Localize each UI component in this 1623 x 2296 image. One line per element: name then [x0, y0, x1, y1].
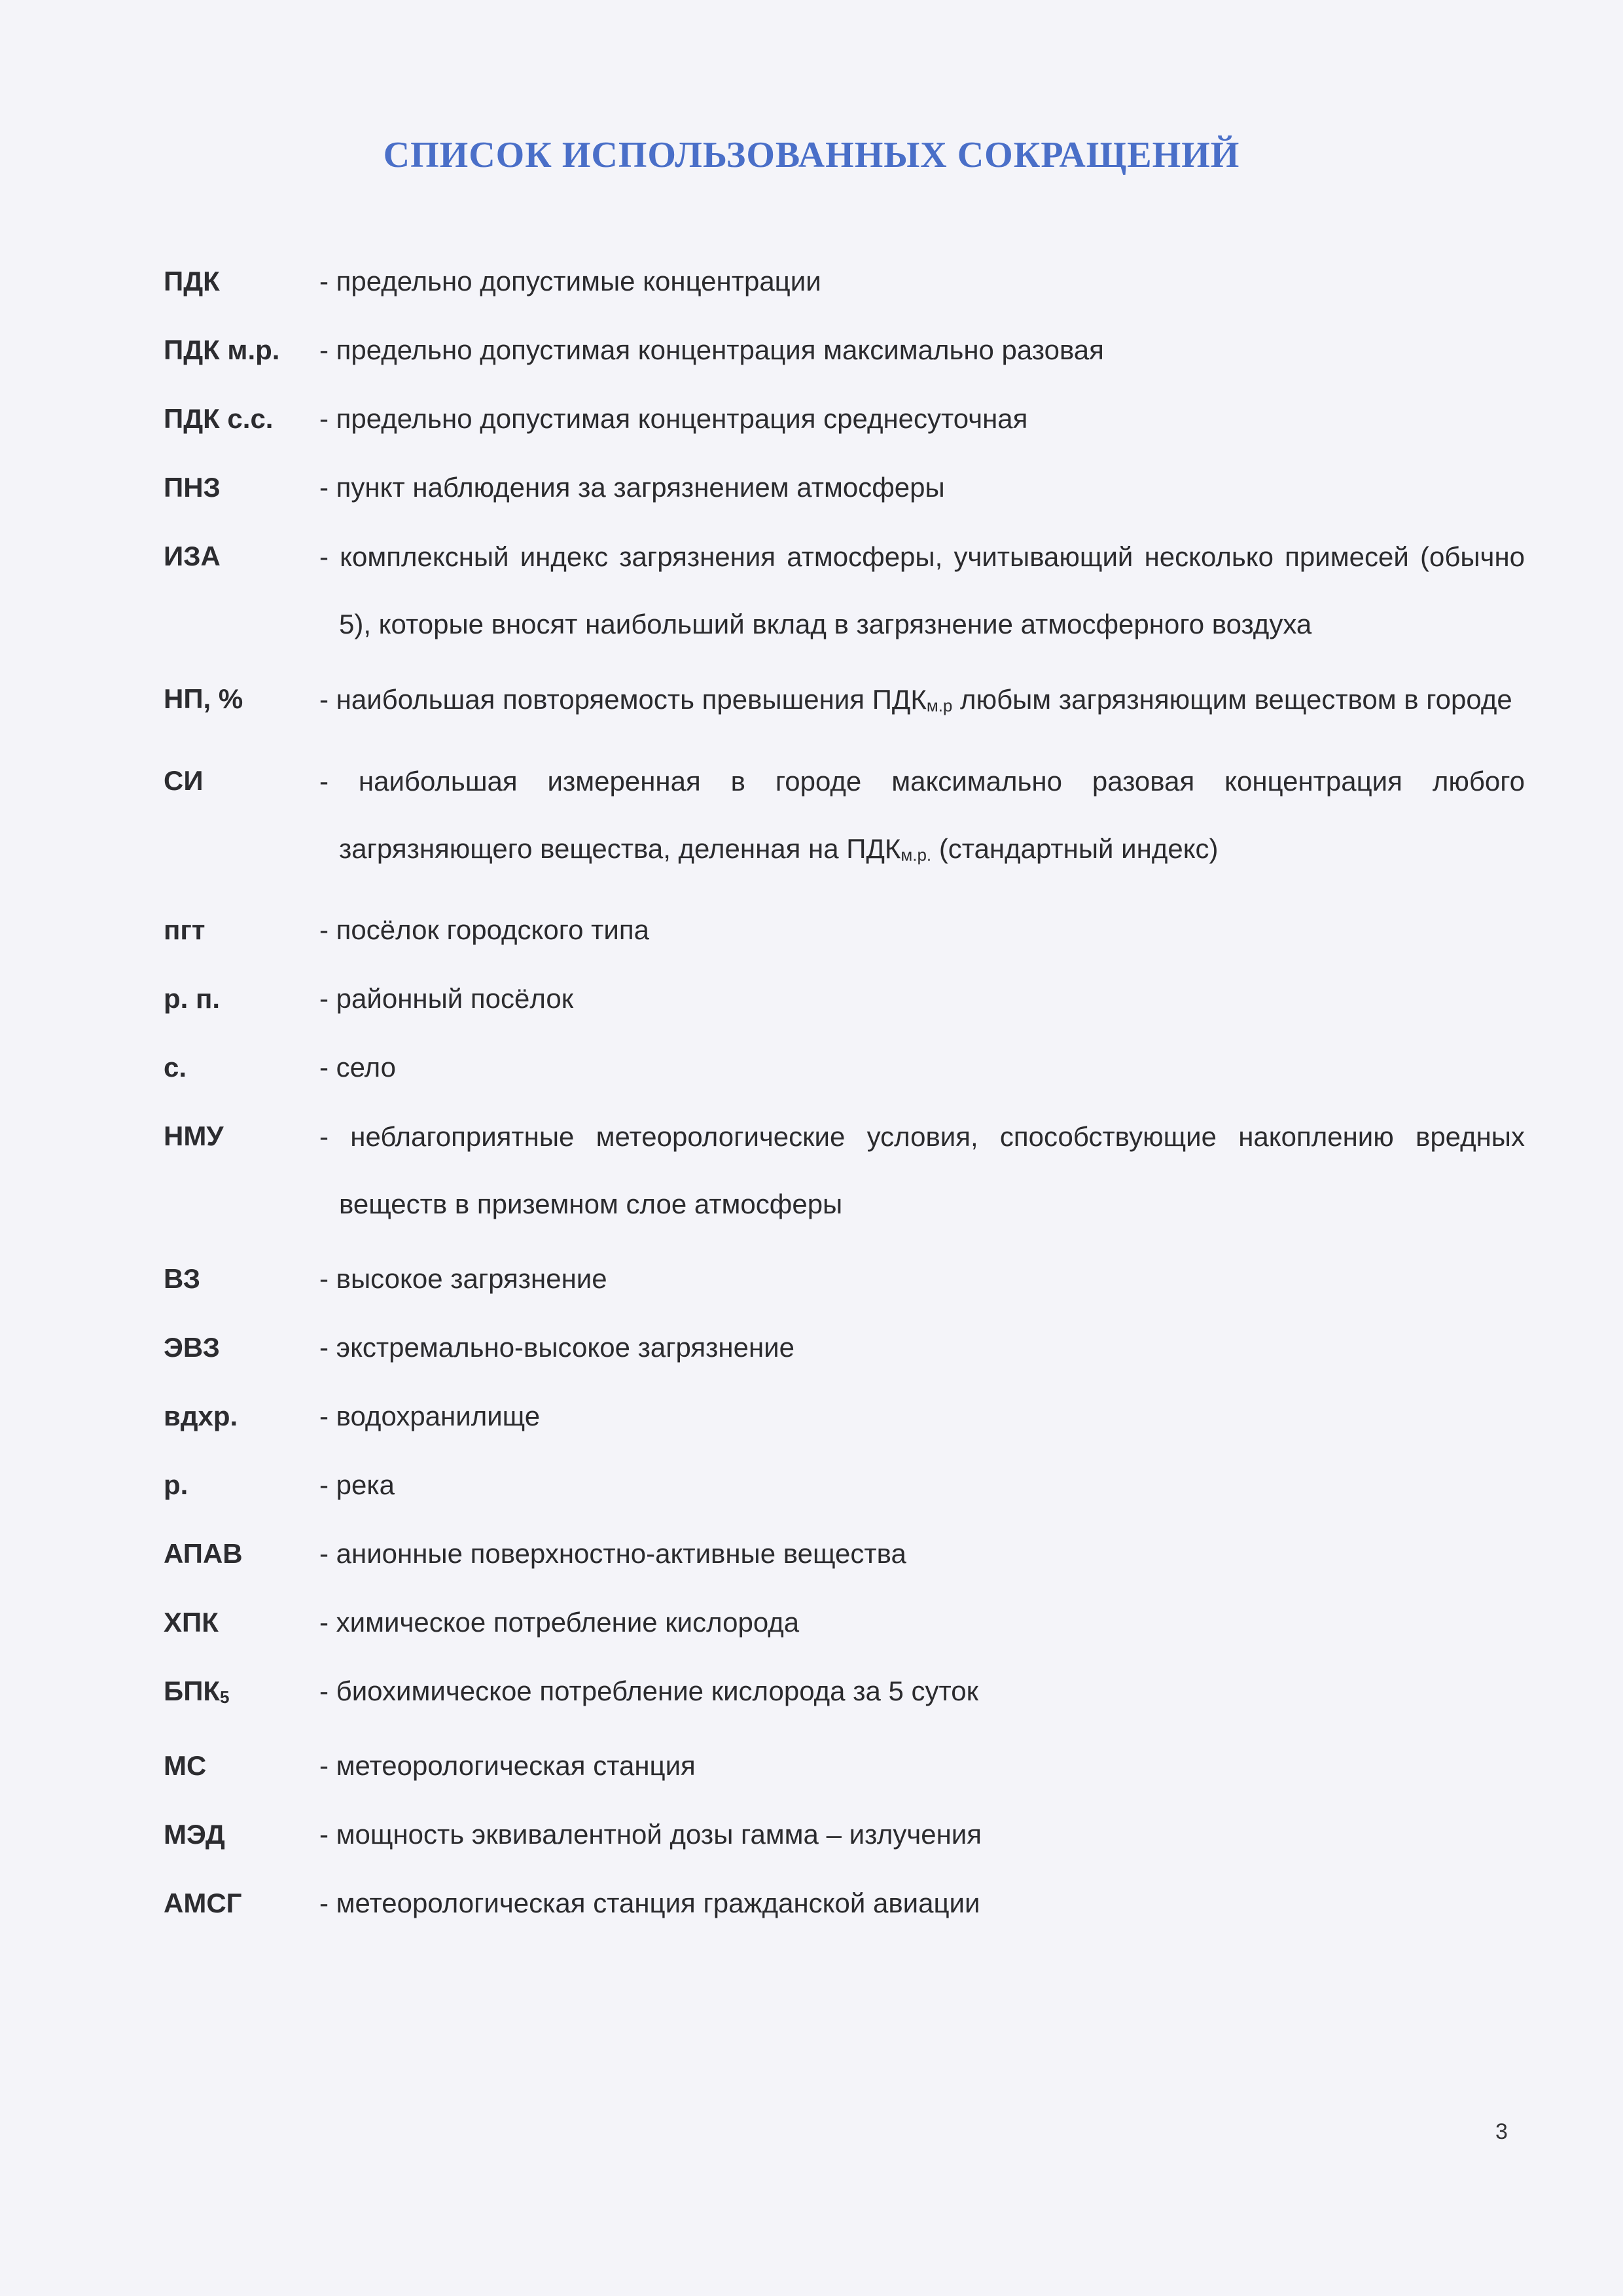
abbreviation-term: НМУ: [164, 1121, 224, 1151]
abbreviation-definition: - село: [319, 1052, 396, 1083]
definition-subscript: м.р: [926, 696, 953, 715]
definition-text: (стандартный индекс): [931, 833, 1219, 864]
abbreviation-definition: - анионные поверхностно-активные вещества: [319, 1538, 906, 1569]
list-item: [164, 1251, 1525, 1306]
abbreviation-term: вдхр.: [164, 1401, 238, 1431]
abbreviation-definition: - биохимическое потребление кислорода за 5 суток: [319, 1676, 979, 1706]
list-item: [164, 1040, 1525, 1095]
list-item: [164, 971, 1525, 1026]
abbreviation-definition: - река: [319, 1469, 395, 1500]
list-item: [164, 460, 1525, 515]
abbreviation-term: ПДК: [164, 266, 220, 296]
abbreviation-term: ИЗА: [164, 541, 221, 571]
abbreviation-term: ВЗ: [164, 1263, 201, 1294]
abbreviation-list: [164, 254, 1525, 1945]
abbreviation-term: СИ: [164, 765, 204, 796]
abbreviation-term: р.: [164, 1469, 188, 1500]
list-item: [164, 529, 1525, 658]
abbreviation-term: пгт: [164, 914, 205, 945]
abbreviation-definition: - высокое загрязнение: [319, 1263, 607, 1294]
list-item: [164, 1664, 1525, 1725]
abbreviation-definition: - экстремально-высокое загрязнение: [319, 1332, 794, 1363]
list-item: [164, 1595, 1525, 1650]
abbreviation-definition: - предельно допустимая концентрация максимально разовая: [319, 334, 1104, 365]
abbreviation-definition: - посёлок городского типа: [319, 914, 649, 945]
list-item: [164, 672, 1525, 740]
abbreviation-term: ПДК с.с.: [164, 403, 274, 434]
abbreviation-definition: - мощность эквивалентной дозы гамма – излучения: [319, 1819, 982, 1850]
abbreviation-term: с.: [164, 1052, 187, 1083]
abbreviation-definition: [319, 666, 1525, 740]
abbreviation-definition: - районный посёлок: [319, 983, 574, 1014]
abbreviation-definition: - водохранилище: [319, 1401, 541, 1431]
list-item: [164, 903, 1525, 958]
page-number: 3: [1495, 2119, 1508, 2144]
abbreviation-definition: - метеорологическая станция: [319, 1750, 696, 1781]
list-item: [164, 1876, 1525, 1931]
definition-subscript: м.р.: [901, 845, 932, 865]
abbreviation-term: ХПК: [164, 1607, 219, 1638]
abbreviation-term: АМСГ: [164, 1888, 242, 1918]
list-item: [164, 391, 1525, 446]
list-item: [164, 1526, 1525, 1581]
list-item: [164, 1738, 1525, 1793]
list-item: [164, 323, 1525, 378]
abbreviation-definition: - пункт наблюдения за загрязнением атмосферы: [319, 472, 945, 503]
list-item: [164, 753, 1525, 889]
abbreviation-definition: - предельно допустимые концентрации: [319, 266, 821, 296]
list-item: [164, 1109, 1525, 1238]
definition-text: - наибольшая измеренная в городе максимально разовая концентрация любого загрязняющего вещества, деленная на ПДК: [319, 766, 1525, 864]
list-item: [164, 254, 1525, 309]
term-subscript: 5: [220, 1687, 230, 1707]
abbreviation-definition: - неблагоприятные метеорологические условия, способствующие накоплению вредных веществ в приземном слое атмосферы: [319, 1121, 1525, 1219]
list-item: [164, 1807, 1525, 1862]
abbreviation-definition: [319, 747, 1525, 889]
abbreviation-term: МЭД: [164, 1819, 225, 1850]
abbreviation-term: АПАВ: [164, 1538, 243, 1569]
abbreviation-term: [164, 1664, 319, 1725]
definition-text: - наибольшая повторяемость превышения ПДК: [319, 684, 927, 715]
abbreviation-term: МС: [164, 1750, 207, 1781]
abbreviation-term: ЭВЗ: [164, 1332, 220, 1363]
abbreviation-definition: - комплексный индекс загрязнения атмосферы, учитывающий несколько примесей (обычно 5), которые вносят наибольший вклад в загрязнение атмосферного воздуха: [319, 541, 1525, 639]
term-text: БПК: [164, 1676, 221, 1706]
list-item: [164, 1320, 1525, 1375]
abbreviation-term: ПНЗ: [164, 472, 221, 503]
page-title: СПИСОК ИСПОЛЬЗОВАННЫХ СОКРАЩЕНИЙ: [383, 135, 1240, 175]
list-item: [164, 1458, 1525, 1513]
abbreviation-term: р. п.: [164, 983, 221, 1014]
abbreviation-definition: - метеорологическая станция гражданской авиации: [319, 1888, 980, 1918]
abbreviation-definition: - предельно допустимая концентрация среднесуточная: [319, 403, 1028, 434]
abbreviation-definition: - химическое потребление кислорода: [319, 1607, 800, 1638]
abbreviation-term: НП, %: [164, 683, 243, 714]
definition-text: любым загрязняющим веществом в городе: [952, 684, 1512, 715]
list-item: [164, 1389, 1525, 1444]
abbreviation-term: ПДК м.р.: [164, 334, 280, 365]
